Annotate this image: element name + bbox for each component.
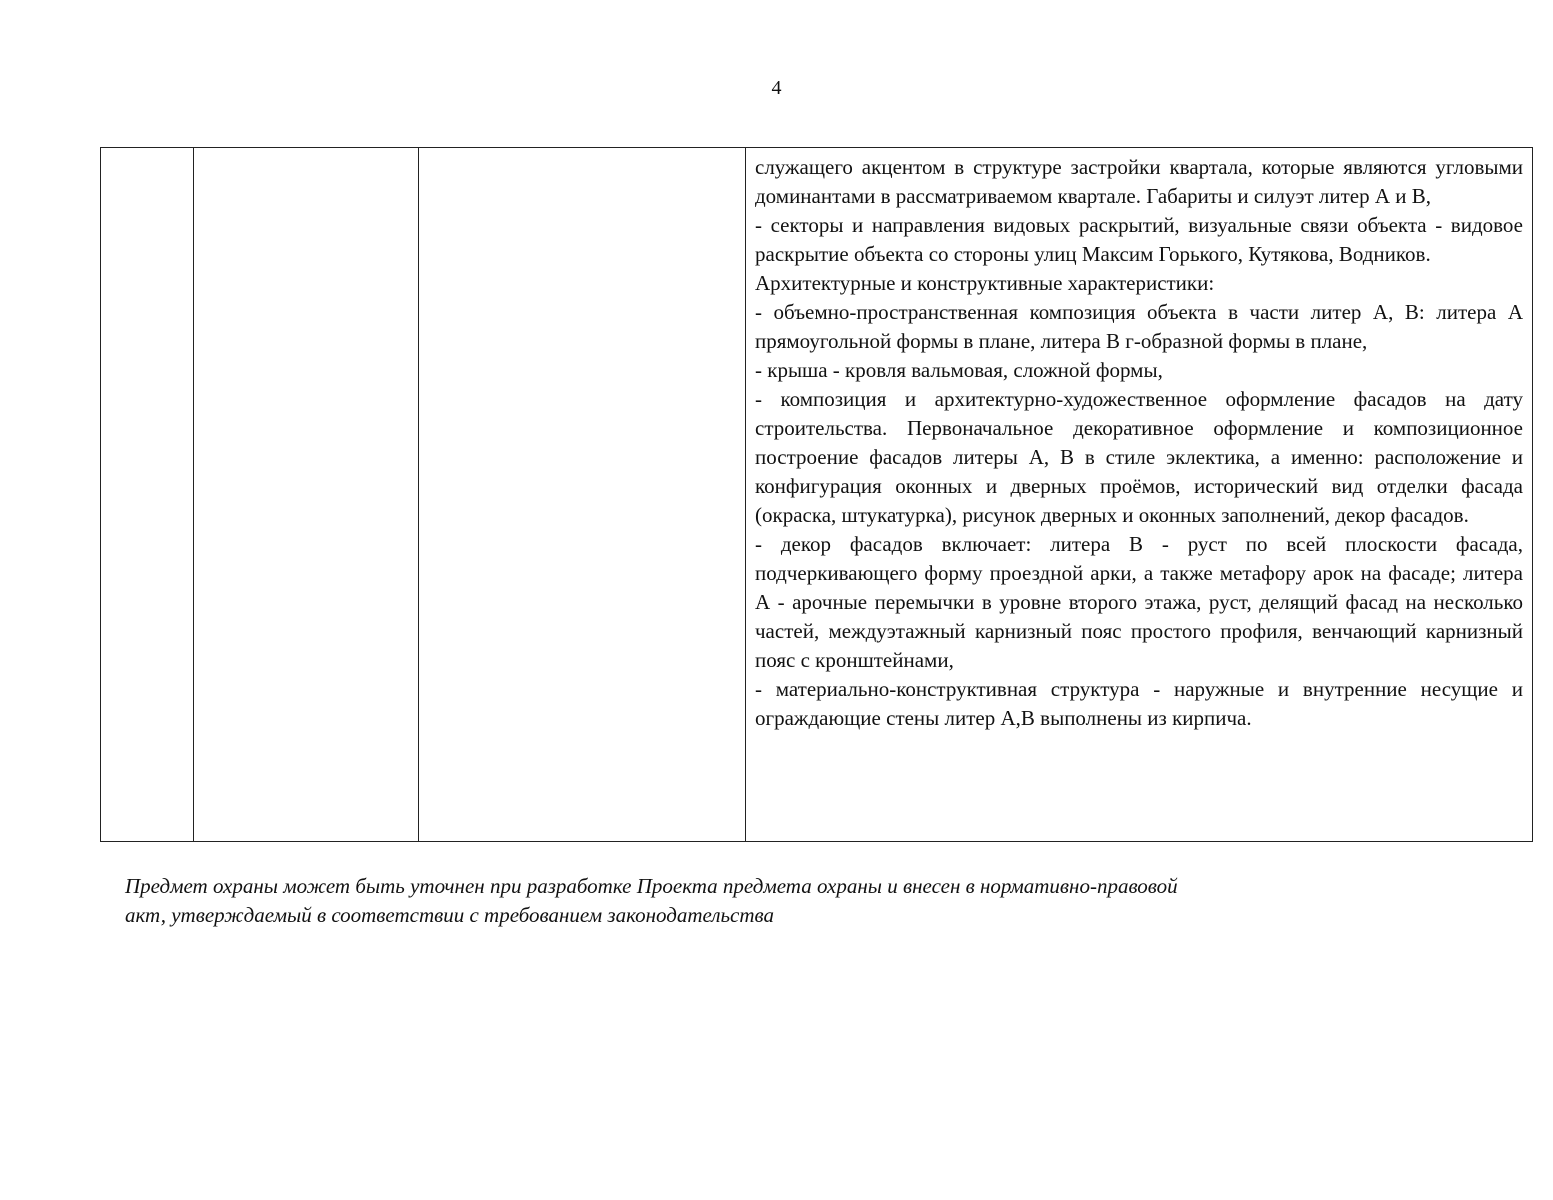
- table-cell-col-3: [419, 148, 746, 842]
- paragraph: - декор фасадов включает: литера В - руст по всей плоскости фасада, подчеркивающего форму проездной арки, а также метафору арок на фасаде; литера А - арочные перемычки в уровне второго этажа, руст, делящий фасад на несколько частей, междуэтажный карнизный пояс простого профиля, венчающий карнизный пояс с кронштейнами,: [755, 532, 1523, 672]
- footnote: [125, 872, 1405, 930]
- table-cell-protection-subject: [746, 148, 1533, 842]
- footnote-line-1: Предмет охраны может быть уточнен при разработке Проекта предмета охраны и внесен в нормативно-правовой: [125, 874, 1178, 898]
- paragraph: служащего акцентом в структуре застройки квартала, которые являются угловыми доминантами в рассматриваемом квартале. Габариты и силуэт литер А и В,: [755, 155, 1523, 208]
- paragraph: - крыша - кровля вальмовая, сложной формы,: [755, 358, 1163, 382]
- table-cell-col-1: [101, 148, 194, 842]
- document-table: [100, 147, 1533, 842]
- paragraph: - материально-конструктивная структура - наружные и внутренние несущие и ограждающие стены литер А,В выполнены из кирпича.: [755, 677, 1523, 730]
- paragraph: - секторы и направления видовых раскрытий, визуальные связи объекта - видовое раскрытие объекта со стороны улиц Максим Горького, Кутякова, Водников.: [755, 213, 1523, 266]
- paragraph: - композиция и архитектурно-художественное оформление фасадов на дату строительства. Первоначальное декоративное оформление и композиционное построение фасадов литеры А, В в стиле эклектика, а именно: расположение и конфигурация оконных и дверных проёмов, исторический вид отделки фасада (окраска, штукатурка), рисунок дверных и оконных заполнений, декор фасадов.: [755, 387, 1523, 527]
- paragraph: - объемно-пространственная композиция объекта в части литер А, В: литера А прямоугольной формы в плане, литера В г-образной формы в плане,: [755, 300, 1523, 353]
- page-number: 4: [771, 77, 782, 99]
- table-cell-col-2: [194, 148, 419, 842]
- table-row: [101, 148, 1533, 842]
- footnote-line-2: акт, утверждаемый в соответствии с требованием законодательства: [125, 903, 774, 927]
- paragraph-heading: Архитектурные и конструктивные характеристики:: [755, 271, 1215, 295]
